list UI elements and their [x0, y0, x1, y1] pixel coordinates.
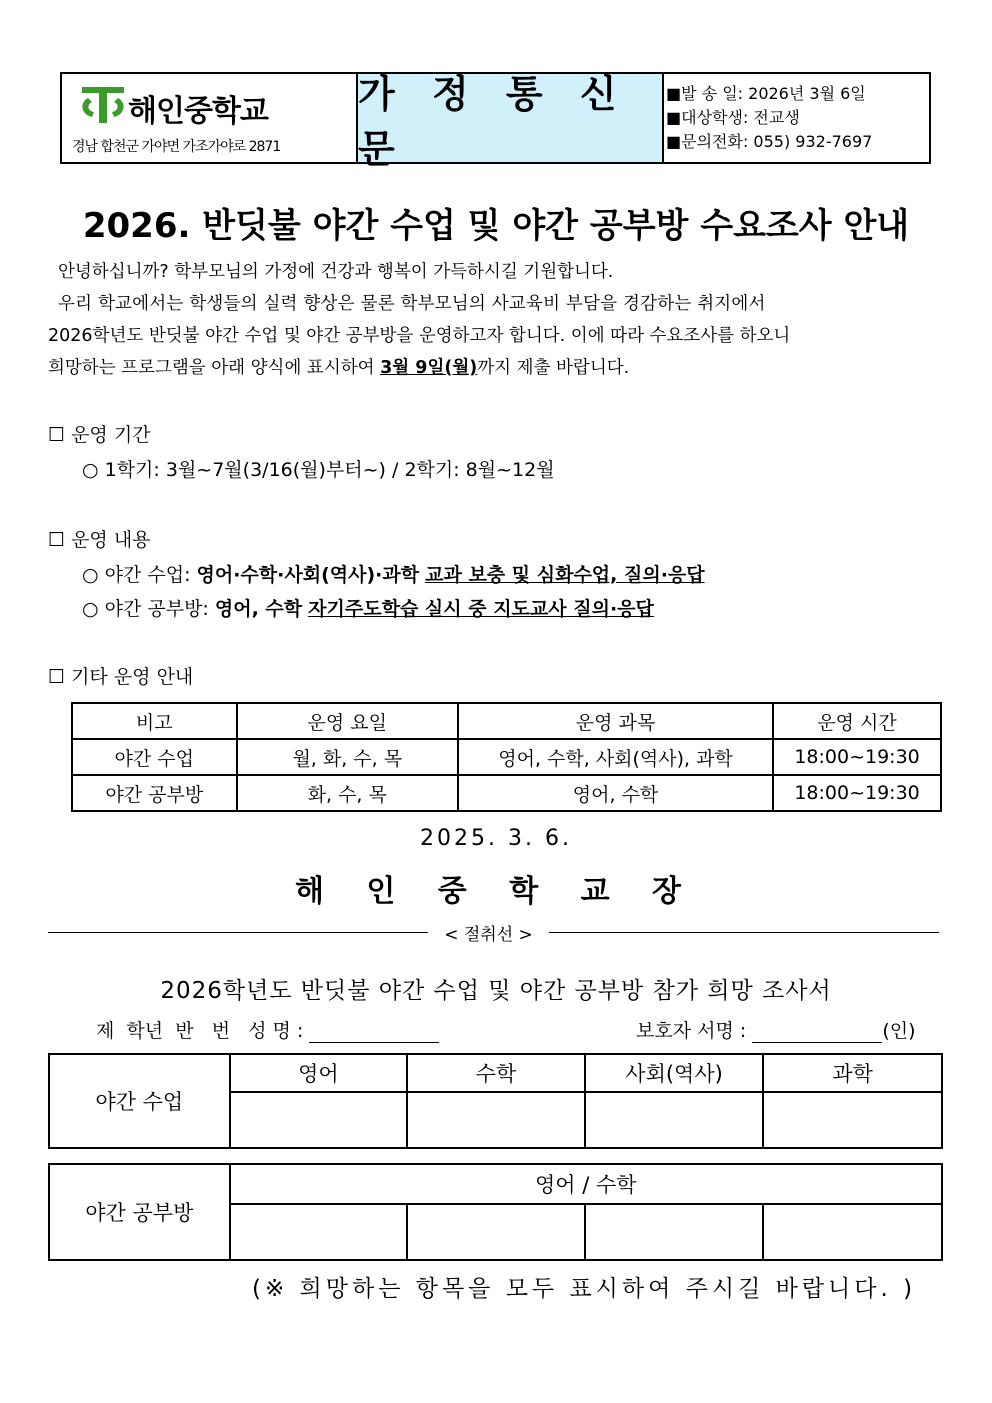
info-cell — [666, 82, 872, 154]
table-cell: 야간 수업 — [72, 739, 237, 775]
check-cell[interactable] — [407, 1204, 585, 1260]
table-row — [72, 739, 941, 775]
table-cell: 영어, 수학 — [458, 775, 773, 811]
principal-signature: 해 인 중 학 교 장 — [294, 874, 698, 909]
doc-type-title: 가 정 통 신 문 — [358, 72, 629, 171]
table-cell: 월, 화, 수, 목 — [237, 739, 458, 775]
guardian-label: 보호자 서명 : — [636, 1020, 747, 1042]
guardian-row — [636, 1016, 916, 1043]
night-class-prefix: ○ 야간 수업: — [82, 564, 197, 586]
school-logo-icon — [78, 84, 128, 124]
subject-header: 영어 — [230, 1054, 408, 1092]
content-item-night-class — [82, 560, 705, 587]
subject-header: 사회(역사) — [585, 1054, 764, 1092]
table-cell: 영어, 수학, 사회(역사), 과학 — [458, 739, 773, 775]
check-cell-english[interactable] — [230, 1092, 408, 1148]
contact-phone: ■문의전화: 055) 932-7697 — [666, 132, 873, 151]
study-room-table — [48, 1163, 943, 1261]
night-class-desc: 교과 보충 및 심화수업, 질의·응답 — [425, 564, 705, 586]
period-heading: ☐ 운영 기간 — [48, 424, 151, 446]
intro-line-1: 안녕하십니까? 학부모님의 가정에 건강과 행복이 가득하시길 기원합니다. — [58, 262, 614, 282]
survey-title: 2026학년도 반딧불 야간 수업 및 야간 공부방 참가 희망 조사서 — [160, 978, 832, 1004]
study-room-subjects: 영어, 수학 — [214, 598, 303, 620]
night-class-table — [48, 1053, 943, 1149]
check-cell[interactable] — [230, 1204, 408, 1260]
cut-label: < 절취선 > — [444, 925, 533, 945]
night-class-subjects: 영어·수학·사회(역사)·과학 — [196, 564, 420, 586]
student-label: 제 학년 반 번 성 명 : — [96, 1020, 304, 1042]
subject-header: 수학 — [407, 1054, 585, 1092]
other-heading: ☐ 기타 운영 안내 — [48, 666, 194, 688]
cut-line-right — [549, 932, 939, 933]
seal-label: (인) — [882, 1020, 916, 1042]
check-cell[interactable] — [585, 1204, 764, 1260]
doc-type-cell — [358, 72, 664, 171]
schedule-header-cell: 운영 요일 — [237, 703, 458, 739]
study-room-label: 야간 공부방 — [49, 1164, 230, 1260]
send-date: ■발 송 일: 2026년 3월 6일 — [666, 84, 866, 103]
page-title: 2026. 반딧불 야간 수업 및 야간 공부방 수요조사 안내 — [82, 206, 910, 246]
target-students: ■대상학생: 전교생 — [666, 108, 800, 127]
study-room-prefix: ○ 야간 공부방: — [82, 598, 215, 620]
table-cell: 18:00~19:30 — [773, 739, 941, 775]
name-row — [96, 1016, 439, 1043]
schedule-header-row — [72, 703, 941, 739]
school-name: 해인중학교 — [128, 94, 268, 129]
deadline: 3월 9일(월) — [380, 358, 478, 378]
header-box — [60, 72, 931, 171]
table-cell: 18:00~19:30 — [773, 775, 941, 811]
schedule-table — [71, 702, 942, 812]
intro-paragraph — [48, 256, 944, 384]
intro-line-4-pre: 희망하는 프로그램을 아래 양식에 표시하여 — [48, 358, 381, 378]
intro-line-4 — [48, 352, 944, 384]
intro-line-3: 2026학년도 반딧불 야간 수업 및 야간 공부방을 운영하고자 합니다. 이에 따라 수요조사를 하오니 — [48, 326, 791, 346]
check-cell-social[interactable] — [585, 1092, 764, 1148]
schedule-header-cell: 비고 — [72, 703, 237, 739]
footnote: (※ 희망하는 항목을 모두 표시하여 주시길 바랍니다. ) — [252, 1276, 917, 1302]
period-item: ○ 1학기: 3월~7월(3/16(월)부터~) / 2학기: 8월~12월 — [82, 459, 555, 481]
schedule-header-cell: 운영 시간 — [773, 703, 941, 739]
check-cell-math[interactable] — [407, 1092, 585, 1148]
intro-line-2: 우리 학교에서는 학생들의 실력 향상은 물론 학부모님의 사교육비 부담을 경감하는 취지에서 — [58, 294, 766, 314]
night-class-label: 야간 수업 — [49, 1054, 230, 1148]
schedule-header-cell: 운영 과목 — [458, 703, 773, 739]
subject-header: 과학 — [763, 1054, 942, 1092]
student-name-field[interactable] — [309, 1023, 439, 1043]
issue-date: 2025. 3. 6. — [420, 826, 572, 851]
intro-line-4-post: 까지 제출 바랍니다. — [477, 358, 630, 378]
content-item-study-room — [82, 594, 654, 621]
study-room-desc: 자기주도학습 실시 중 지도교사 질의·응답 — [308, 598, 654, 620]
cut-line-left — [48, 932, 428, 933]
logo-cell — [62, 74, 358, 162]
study-room-subjects-header: 영어 / 수학 — [230, 1164, 942, 1204]
table-cell: 화, 수, 목 — [237, 775, 458, 811]
school-address: 경남 합천군 가야면 가조가야로 2871 — [72, 139, 281, 155]
guardian-signature-field[interactable] — [752, 1023, 882, 1043]
check-cell[interactable] — [763, 1204, 942, 1260]
content-heading: ☐ 운영 내용 — [48, 529, 151, 551]
table-cell: 야간 공부방 — [72, 775, 237, 811]
table-row — [72, 775, 941, 811]
check-cell-science[interactable] — [763, 1092, 942, 1148]
